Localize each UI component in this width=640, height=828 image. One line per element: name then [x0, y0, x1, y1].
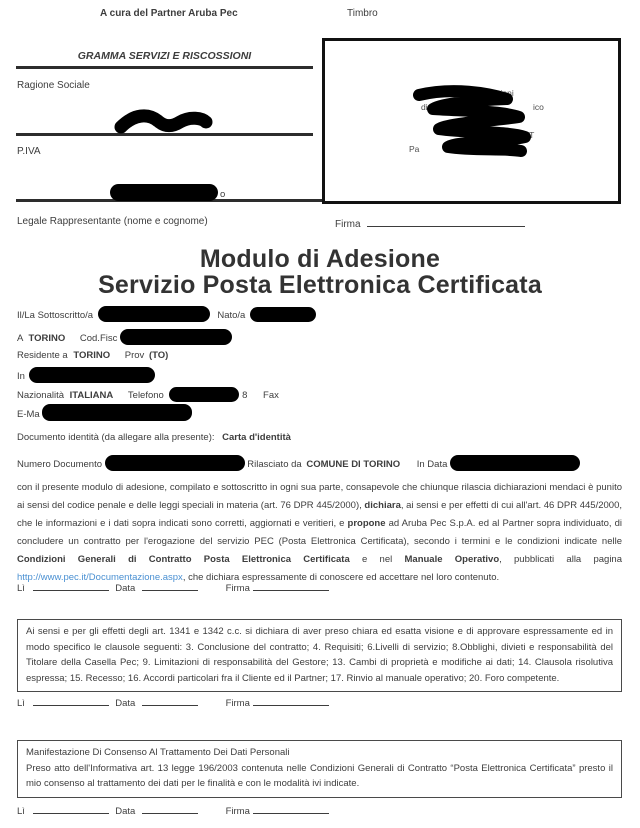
- prov-value: (TO): [148, 350, 169, 361]
- a-label: A: [17, 333, 23, 344]
- firma-line[interactable]: [253, 696, 329, 706]
- row-residenza: [17, 350, 168, 361]
- data-line[interactable]: [142, 581, 198, 591]
- firma-line[interactable]: [253, 581, 329, 591]
- declaration-text: , pubblicati alla pagina: [499, 554, 623, 565]
- data-label: Data: [115, 806, 136, 817]
- redaction-codice-fiscale: [120, 329, 232, 345]
- firma-label: Firma: [225, 583, 250, 594]
- consenso-box: [17, 740, 622, 798]
- row-indirizzo: [17, 367, 155, 383]
- rilasciato-value: COMUNE DI TORINO: [306, 459, 401, 470]
- partner-heading: GRAMMA SERVIZI E RISCOSSIONI: [77, 50, 252, 62]
- stamp-fragment-ico: ico: [533, 102, 544, 112]
- page-title-line2: Servizio Posta Elettronica Certificata: [98, 271, 542, 299]
- declaration-text: , che dichiara espressamente di conoscere ed accettare nel loro contenuto.: [182, 572, 500, 583]
- declaration-bold-manuale: Manuale Operativo: [404, 554, 500, 565]
- data-line[interactable]: [142, 804, 198, 814]
- scribble-icon: [112, 108, 214, 138]
- telefono-fragment: 8: [242, 390, 248, 401]
- redaction-stamp: [403, 85, 545, 168]
- redaction-piva: [110, 184, 218, 201]
- redaction-data-rilascio: [450, 455, 580, 471]
- stamp-fragment-mt: MT: [522, 130, 535, 140]
- prov-label: Prov: [124, 350, 145, 361]
- nazionalita-value: ITALIANA: [69, 390, 114, 401]
- declaration-paragraph: [17, 479, 622, 587]
- signature-row-3: [17, 804, 329, 817]
- legale-rappresentante-label: Legale Rappresentante (nome e cognome): [17, 216, 208, 227]
- data-label: Data: [115, 698, 136, 709]
- signature-row-1: [17, 581, 329, 594]
- firma-signature-line[interactable]: [367, 217, 525, 227]
- codfisc-label: Cod.Fisc: [79, 333, 118, 344]
- email-label: E-Ma: [17, 409, 40, 420]
- sottoscritto-label: Il/La Sottoscritto/a: [17, 310, 94, 321]
- documentation-link[interactable]: http://www.pec.it/Documentazione.aspx: [17, 572, 183, 583]
- row-nazionalita-telefono: [17, 387, 279, 402]
- redaction-email: [42, 404, 192, 421]
- row-numero-documento: [17, 455, 580, 471]
- page-title-line1: Modulo di Adesione: [199, 245, 441, 273]
- li-line[interactable]: [33, 581, 109, 591]
- data-line[interactable]: [142, 696, 198, 706]
- redaction-telefono: [169, 387, 239, 402]
- signature-row-2: [17, 696, 329, 709]
- in-label: In: [17, 371, 25, 382]
- piva-fragment: o: [220, 189, 226, 200]
- ragione-sociale-label: Ragione Sociale: [17, 80, 90, 91]
- consenso-title: Manifestazione Di Consenso Al Trattamento Dei Dati Personali: [26, 747, 290, 758]
- li-label: Lì: [17, 698, 25, 709]
- fax-label: Fax: [263, 390, 279, 401]
- header-firma-area: [335, 217, 525, 230]
- consenso-text: Preso atto dell'Informativa art. 13 legge 196/2003 contenuta nelle Condizioni Generali di Contratto “Posta Elettronica Certificata” presto il mio consenso al trattamento dei dati per le finalità e con le modalità ivi indicate.: [26, 762, 613, 789]
- li-line[interactable]: [33, 696, 109, 706]
- timbro-label: Timbro: [347, 8, 378, 19]
- documento-value: Carta d'identità: [222, 432, 291, 443]
- stamp-fragment-pa: Pa: [409, 144, 420, 154]
- row-documento: [17, 432, 291, 443]
- rule-under-heading: [16, 66, 313, 69]
- redaction-luogo-nascita: [250, 307, 316, 322]
- rilasciato-label: Rilasciato da: [247, 459, 302, 470]
- row-sottoscritto: [17, 306, 316, 322]
- redaction-nome: [98, 306, 210, 322]
- redaction-numero-documento: [105, 455, 245, 471]
- telefono-label: Telefono: [127, 390, 164, 401]
- piva-label: P.IVA: [17, 146, 41, 157]
- documento-label: Documento identità (da allegare alla presente):: [17, 432, 215, 443]
- declaration-bold-dichiara: dichiara: [364, 500, 401, 511]
- declaration-bold-condizioni: Condizioni Generali di Contratto Posta Elettronica Certificata: [17, 554, 350, 565]
- declaration-text: ad Aruba Pec S.p.A. ed al Partner sopra individuato, di concludere un contratto per l'erogazione del servizio PEC (Posta Elettronica Certificata), secondo i termini e le condizioni indicate nelle: [17, 518, 622, 547]
- firma-label: Firma: [225, 806, 250, 817]
- redaction-indirizzo: [29, 367, 155, 383]
- nato-label: Nato/a: [217, 310, 246, 321]
- clausole-box: [17, 619, 622, 692]
- declaration-text: con il presente modulo di adesione, compilato e sottoscritto in ogni sua parte, consapevole che chiunque rilascia dichiarazioni mendaci è punito ai sensi del codice penale e delle leggi speciali in materia (art. 76 DPR 445/2000),: [17, 482, 622, 511]
- indata-label: In Data: [416, 459, 448, 470]
- redaction-ragione-sociale: [112, 108, 214, 143]
- declaration-text: , ai sensi e per effetti di cui all'art. 46 DPR 445/2000, che le informazioni e i dati sopra indicati sono corretti, aggiornati e veritieri, e: [17, 500, 622, 529]
- firma-label: Firma: [225, 698, 250, 709]
- declaration-bold-propone: propone: [347, 518, 386, 529]
- stamp-fragment-riscossioni: vizi e Riscossioni: [449, 88, 514, 98]
- row-citta-codfisc: [17, 329, 232, 345]
- residente-citta-value: TORINO: [73, 350, 111, 361]
- li-label: Lì: [17, 806, 25, 817]
- firma-line[interactable]: [253, 804, 329, 814]
- citta-value: TORINO: [28, 333, 66, 344]
- residente-label: Residente a: [17, 350, 68, 361]
- row-email: [17, 404, 192, 421]
- firma-label: Firma: [335, 219, 361, 230]
- stamp-box: [322, 38, 621, 204]
- stamp-fragment-di-t: di T: [421, 102, 436, 112]
- clausole-text: Ai sensi e per gli effetti degli art. 1341 e 1342 c.c. si dichiara di aver preso chiara ed esatta visione e di approvare espressamente ed in modo specifico le clausole seguenti: 3. Conclusione del contratto; 4. Requisiti; 6.Livelli di servizio; 8.Obblighi, divieti e responsabilità del Titolare della Casella Pec; 9. Limitazioni di responsabilità del Gestore; 13. Cambi di proprietà e modifiche ai dati; 14. Clausola risolutiva espressa; 15. Recesso; 16. Accordi particolari fra il Cliente ed il Partner; 17. Rinvio al manuale operativo; 20. Foro competente.: [26, 626, 613, 684]
- scribble-icon: [403, 85, 545, 163]
- data-label: Data: [115, 583, 136, 594]
- declaration-text: e nel: [349, 554, 405, 565]
- li-line[interactable]: [33, 804, 109, 814]
- partner-note: A cura del Partner Aruba Pec: [100, 8, 238, 19]
- numero-documento-label: Numero Documento: [17, 459, 103, 470]
- nazionalita-label: Nazionalità: [17, 390, 64, 401]
- li-label: Lì: [17, 583, 25, 594]
- page-title: [0, 246, 640, 298]
